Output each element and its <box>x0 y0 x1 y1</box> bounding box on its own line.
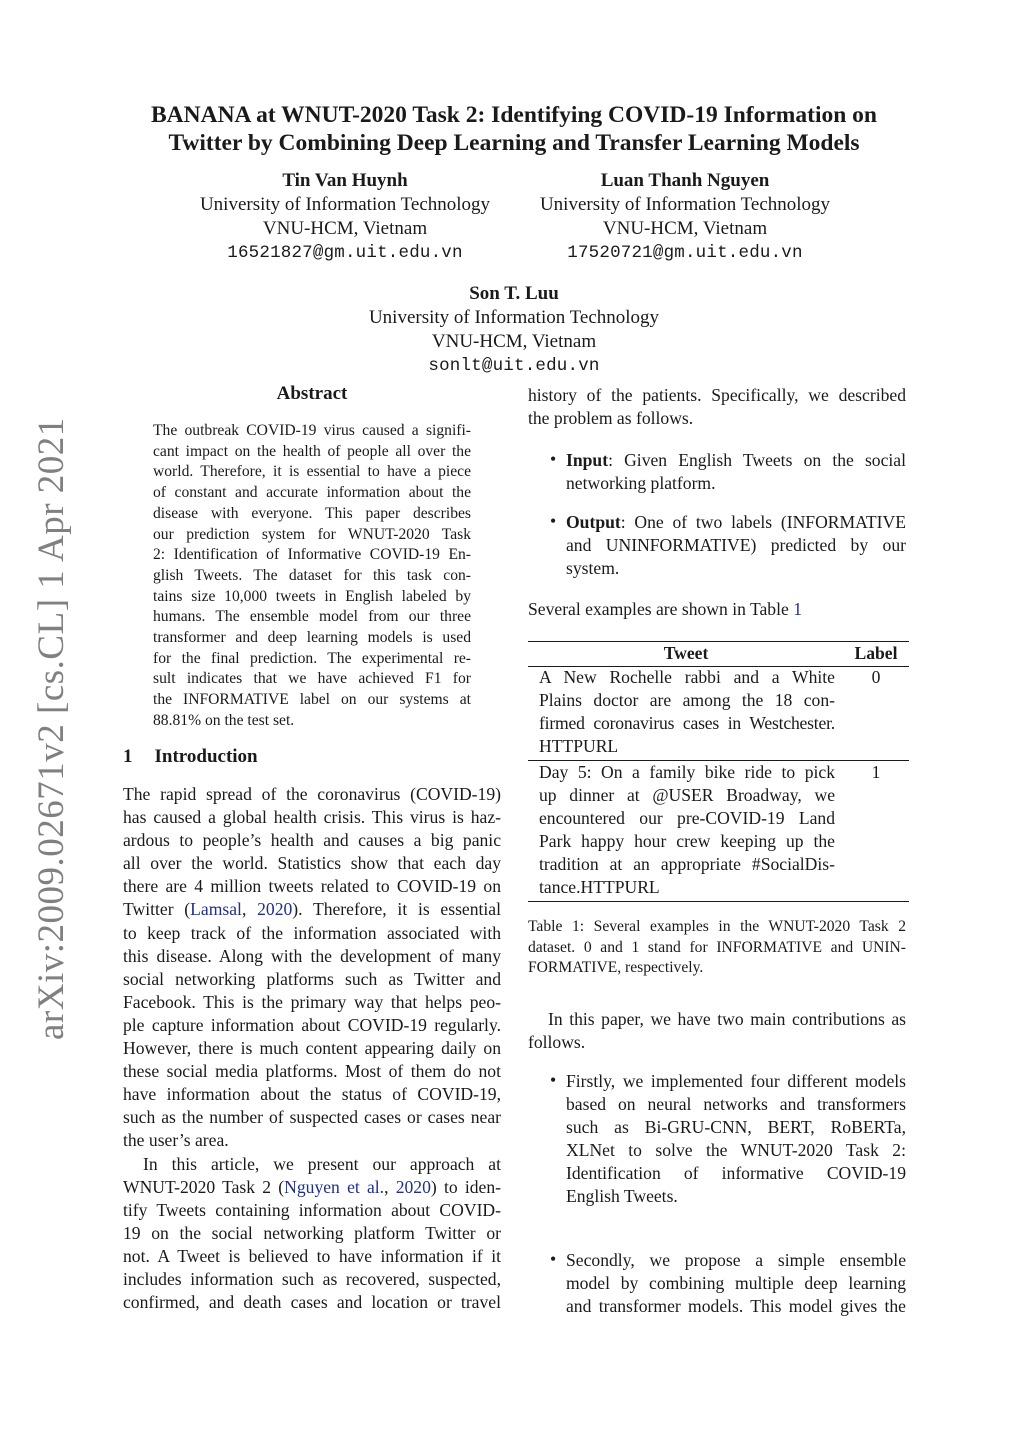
abstract-line: for the final prediction. The experimental re- <box>153 649 471 667</box>
bullet-dot: • <box>550 1249 557 1269</box>
paper-title-line-2: Twitter by Combining Deep Learning and Transfer Learning Models <box>168 130 860 156</box>
citation-link[interactable] <box>190 899 292 919</box>
text-fragment: : Given English Tweets on the social <box>608 450 906 470</box>
tweet-line: firmed coronavirus cases in Westchester. <box>539 713 835 734</box>
tweet-line: encountered our pre-COVID-19 Land <box>539 808 835 829</box>
text-line <box>566 511 906 534</box>
bullet-dot: • <box>550 449 557 469</box>
abstract-line: tains size 10,000 tweets in English labeled by <box>153 587 471 605</box>
abstract-body <box>153 421 471 732</box>
text-line: XLNet to solve the WNUT-2020 Task 2: <box>566 1140 906 1161</box>
tweet-line: A New Rochelle rabbi and a White <box>539 667 835 687</box>
author-email: sonlt@uit.edu.vn <box>428 356 600 376</box>
text-line: tify Tweets containing information about COVID- <box>123 1199 501 1220</box>
text-line: follows. <box>528 1032 586 1053</box>
abstract-line: transformer and deep learning models is used <box>153 629 471 647</box>
section-title: Introduction <box>154 746 258 767</box>
citation-name[interactable]: Nguyen et al. <box>284 1176 385 1197</box>
abstract-line: cant impact on the health of people all over the <box>153 442 471 460</box>
table-bottom-rule <box>528 901 909 902</box>
arxiv-identifier: arXiv:2009.02671v2 [cs.CL] 1 Apr 2021 <box>31 417 72 1040</box>
text-line: English Tweets. <box>566 1186 678 1207</box>
bullet-dot: • <box>550 1070 557 1090</box>
contribution-item-2 <box>566 1249 906 1318</box>
text-fragment: : One of two labels (INFORMATIVE <box>620 512 906 532</box>
text-line: system. <box>566 558 620 579</box>
author-email: 16521827@gm.uit.edu.vn <box>227 243 463 263</box>
abstract-line: disease with everyone. This paper describes <box>153 504 471 522</box>
text-fragment: ) to iden- <box>430 1176 502 1197</box>
abstract-line: of constant and accurate information about the <box>153 484 471 502</box>
tweet-line: up dinner at @USER Broadway, we <box>539 785 835 806</box>
abstract-line: our prediction system for WNUT-2020 Task <box>153 525 471 543</box>
text-line: In this paper, we have two main contributions as <box>548 1009 906 1029</box>
text-line: this disease. Along with the development of many <box>123 945 501 966</box>
author-affiliation: University of Information Technology <box>539 194 831 215</box>
tweet-line: Plains doctor are among the 18 con- <box>539 690 835 711</box>
output-item <box>566 511 906 580</box>
tweet-line: HTTPURL <box>539 736 619 757</box>
text-line: model by combining multiple deep learning <box>566 1273 906 1294</box>
table-cell-label: 1 <box>871 762 881 782</box>
table-reference-link[interactable]: 1 <box>793 599 802 619</box>
abstract-heading: Abstract <box>276 383 348 404</box>
citation-name[interactable]: Lamsal <box>190 899 242 920</box>
author-location: VNU-HCM, Vietnam <box>602 218 768 239</box>
abstract-line: glish Tweets. The dataset for this task con- <box>153 566 471 584</box>
intro-body <box>123 783 501 1314</box>
text-fragment: ). Therefore, it is essential <box>292 899 501 920</box>
abstract-line: the INFORMATIVE label on our systems at <box>153 691 471 709</box>
text-fragment: Several examples are shown in Table <box>528 599 794 619</box>
text-line: such as the number of suspected cases or cases near <box>123 1107 501 1128</box>
text-line: ardous to people’s health and causes a big panic <box>123 830 501 851</box>
text-line: all over the world. Statistics show that each day <box>123 853 501 874</box>
text-line: 19 on the social networking platform Twitter or <box>123 1222 501 1243</box>
abstract-line: sult indicates that we have achieved F1 for <box>153 670 471 688</box>
table-cell-label: 0 <box>871 667 881 687</box>
author-name: Luan Thanh Nguyen <box>600 170 770 191</box>
abstract-line: The outbreak COVID-19 virus caused a signifi- <box>153 422 471 439</box>
text-line: The rapid spread of the coronavirus (COVID-19) <box>123 784 501 804</box>
text-line: the problem as follows. <box>528 408 694 429</box>
author-affiliation: University of Information Technology <box>368 307 660 328</box>
author-email: 17520721@gm.uit.edu.vn <box>567 243 803 263</box>
right-paragraph <box>528 384 906 430</box>
table-row <box>539 666 835 758</box>
text-line: Firstly, we implemented four different models <box>566 1071 906 1091</box>
text-line: Identification of informative COVID-19 <box>566 1163 906 1184</box>
output-label: Output <box>566 512 621 532</box>
paper-title-line-1: BANANA at WNUT-2020 Task 2: Identifying COVID-19 Information on <box>151 102 877 128</box>
input-item <box>566 449 906 495</box>
section-number: 1 <box>123 746 133 767</box>
tweet-line: Park happy hour crew keeping up the <box>539 831 835 852</box>
text-line-with-citation <box>123 1176 501 1199</box>
table-header-tweet: Tweet <box>663 643 709 663</box>
text-line: has caused a global health crisis. This virus is haz- <box>123 807 501 828</box>
citation-separator: , <box>384 1176 396 1197</box>
abstract-line: humans. The ensemble model from our three <box>153 608 471 626</box>
bullet-dot: • <box>550 511 557 531</box>
text-line: to keep track of the information associated with <box>123 922 501 943</box>
text-line: have information about the status of COVID-19, <box>123 1084 501 1105</box>
text-line: such as Bi-GRU-CNN, BERT, RoBERTa, <box>566 1117 906 1138</box>
text-line <box>566 449 906 472</box>
examples-sentence <box>528 598 802 621</box>
text-line: networking platform. <box>566 473 716 494</box>
text-line: includes information such as recovered, suspected, <box>123 1268 501 1289</box>
tweet-line: Day 5: On a family bike ride to pick <box>539 762 835 782</box>
text-line: these social media platforms. Most of them do not <box>123 1061 501 1082</box>
caption-line: FORMATIVE, respectively. <box>528 959 704 977</box>
text-line: ple capture information about COVID-19 regularly. <box>123 1014 501 1035</box>
abstract-line: world. Therefore, it is essential to have a piece <box>153 463 471 481</box>
author-location: VNU-HCM, Vietnam <box>262 218 428 239</box>
text-line: there are 4 million tweets related to COVID-19 on <box>123 876 501 897</box>
text-line: not. A Tweet is believed to have information if it <box>123 1245 501 1266</box>
author-location: VNU-HCM, Vietnam <box>431 331 597 352</box>
tweet-line: tance.HTTPURL <box>539 877 660 898</box>
text-line: Facebook. This is the primary way that helps peo- <box>123 991 501 1012</box>
contribution-item-1 <box>566 1070 906 1209</box>
table-header-label: Label <box>854 643 898 663</box>
text-line: and UNINFORMATIVE) predicted by our <box>566 535 906 556</box>
text-line: However, there is much content appearing daily on <box>123 1038 501 1059</box>
author-name: Tin Van Huynh <box>282 170 408 191</box>
caption-line: dataset. 0 and 1 stand for INFORMATIVE and UNIN- <box>528 938 906 956</box>
text-fragment: Twitter ( <box>123 899 191 920</box>
abstract-line: 2: Identification of Informative COVID-19 En- <box>153 546 471 564</box>
table-caption <box>528 917 906 979</box>
section-heading <box>123 746 258 768</box>
citation-year[interactable]: 2020 <box>257 899 293 920</box>
author-affiliation: University of Information Technology <box>199 194 491 215</box>
text-line: social networking platforms such as Twitter and <box>123 968 501 989</box>
text-line: Secondly, we propose a simple ensemble <box>566 1250 906 1270</box>
text-line: confirmed, and death cases and location or travel <box>123 1292 501 1313</box>
text-line: and transformer models. This model gives the <box>566 1296 906 1317</box>
text-line: based on neural networks and transformers <box>566 1094 906 1115</box>
text-fragment: WNUT-2020 Task 2 ( <box>123 1176 285 1197</box>
table-row <box>539 761 835 900</box>
text-line: the user’s area. <box>123 1130 229 1151</box>
caption-line: Table 1: Several examples in the WNUT-2020 Task 2 <box>528 918 906 935</box>
citation-year[interactable]: 2020 <box>395 1176 431 1197</box>
abstract-line: 88.81% on the test set. <box>153 711 295 729</box>
text-line: history of the patients. Specifically, we described <box>528 385 906 405</box>
citation-link[interactable] <box>284 1177 431 1197</box>
citation-separator: , <box>241 899 258 920</box>
author-name: Son T. Luu <box>469 283 559 304</box>
text-line: In this article, we present our approach at <box>143 1153 501 1174</box>
contributions-paragraph <box>528 1008 906 1054</box>
input-label: Input <box>566 450 609 470</box>
tweet-line: tradition at an appropriate #SocialDis- <box>539 854 835 875</box>
text-line-with-citation <box>123 898 501 921</box>
